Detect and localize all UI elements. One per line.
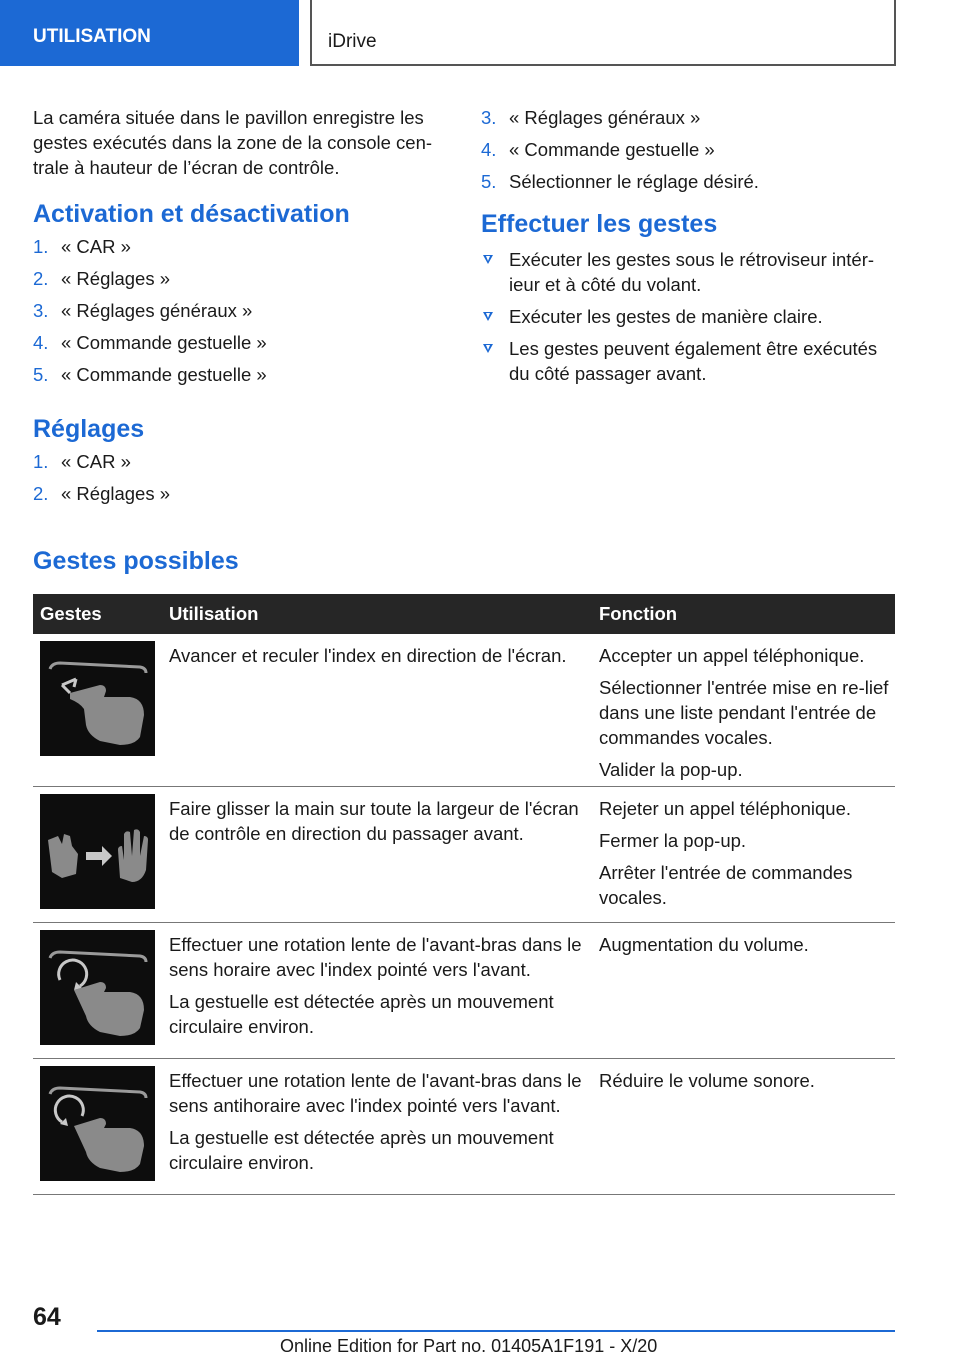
table-row [33,1059,895,1195]
function-text: Accepter un appel téléphonique. [599,645,865,666]
step-text: « Commande gestuelle » [61,332,267,353]
list-item [481,336,896,386]
function-cell [592,634,895,786]
function-cell [592,923,895,1058]
chapter-title: iDrive [328,31,377,52]
step-number: 5. [481,171,497,192]
function-text: Valider la pop-up. [599,759,743,780]
triangle-bullet-icon [483,344,493,353]
function-text: Rejeter un appel téléphonique. [599,798,851,819]
reglages-steps-part1 [33,449,443,513]
usage-cell [162,923,592,1058]
step-number: 1. [33,236,49,257]
bullet-text: Exécuter les gestes de manière claire. [509,306,823,327]
list-item [33,234,443,266]
counterclockwise-rotation-gesture-icon [40,1066,155,1181]
step-text: « Commande gestuelle » [61,364,267,385]
step-number: 2. [33,268,49,289]
list-item [33,449,443,481]
step-text: « Réglages » [61,483,171,504]
chapter-tab [310,0,896,66]
function-text: Sélectionner l'entrée mise en re-lief dans une liste pendant l'entrée de commandes vocales. [599,677,889,748]
usage-text: Faire glisser la main sur toute la largeur de l'écran de contrôle en direction du passager avant. [169,798,579,844]
left-column [33,105,443,513]
usage-text: Avancer et reculer l'index en direction de l'écran. [169,645,567,666]
footer-divider [97,1330,895,1332]
function-text: Fermer la pop-up. [599,830,747,851]
gesture-cell [33,1059,162,1194]
list-item [33,266,443,298]
finger-forward-back-gesture-icon [40,641,155,756]
hand-swipe-gesture-icon [40,794,155,909]
triangle-bullet-icon [483,312,493,321]
list-item [33,298,443,330]
usage-text: Effectuer une rotation lente de l'avant-bras dans le sens antihoraire avec l'index pointé vers l'avant. [169,1070,582,1116]
section-tab [0,0,299,66]
list-item [481,247,896,297]
step-number: 2. [33,483,49,504]
table-row [33,634,895,787]
activation-heading: Activation et désactivation [33,200,350,228]
reglages-steps-part2 [481,105,896,201]
clockwise-rotation-gesture-icon [40,930,155,1045]
column-header-gestes: Gestes [40,603,102,624]
step-number: 3. [33,300,49,321]
gestures-table [33,594,895,1195]
intro-paragraph: La caméra située dans le pavillon enregistre les gestes exécutés dans la zone de la console cen-trale à hauteur de l’écran de contrôle. [33,107,433,178]
effectuer-bullets [481,247,896,386]
effectuer-heading: Effectuer les gestes [481,210,718,238]
usage-cell [162,634,592,786]
usage-text: La gestuelle est détectée après un mouvement circulaire environ. [169,991,554,1037]
reglages-heading: Réglages [33,415,145,443]
gesture-cell [33,634,162,786]
function-text: Réduire le volume sonore. [599,1070,815,1091]
usage-cell [162,787,592,922]
step-number: 3. [481,107,497,128]
step-number: 1. [33,451,49,472]
gesture-cell [33,923,162,1058]
right-column [481,105,896,393]
bullet-text: Exécuter les gestes sous le rétroviseur intér-ieur et à côté du volant. [509,249,875,295]
usage-cell [162,1059,592,1194]
usage-text: La gestuelle est détectée après un mouvement circulaire environ. [169,1127,554,1173]
section-title: UTILISATION [33,26,151,48]
step-text: « Commande gestuelle » [509,139,715,160]
footer-edition: Online Edition for Part no. 01405A1F191 - X/20 [280,1336,658,1356]
table-row [33,787,895,923]
column-header-fonction: Fonction [599,603,678,624]
usage-text: Effectuer une rotation lente de l'avant-bras dans le sens horaire avec l'index pointé vers l'avant. [169,934,582,980]
page-number: 64 [33,1303,61,1331]
gesture-cell [33,787,162,922]
step-text: « Réglages généraux » [509,107,701,128]
column-header-utilisation: Utilisation [169,603,259,624]
list-item [33,330,443,362]
triangle-bullet-icon [483,255,493,264]
step-text: « CAR » [61,236,131,257]
list-item [33,481,443,513]
list-item [481,304,896,329]
activation-steps [33,234,443,394]
step-number: 4. [33,332,49,353]
table-row [33,923,895,1059]
gestes-heading: Gestes possibles [33,547,239,575]
function-text: Arrêter l'entrée de commandes vocales. [599,862,853,908]
step-text: Sélectionner le réglage désiré. [509,171,759,192]
list-item [481,137,896,169]
function-cell [592,787,895,922]
list-item [481,169,896,201]
list-item [33,362,443,394]
function-text: Augmentation du volume. [599,934,809,955]
bullet-text: Les gestes peuvent également être exécutés du côté passager avant. [509,338,878,384]
step-text: « Réglages » [61,268,171,289]
step-text: « CAR » [61,451,131,472]
step-number: 5. [33,364,49,385]
step-text: « Réglages généraux » [61,300,253,321]
function-cell [592,1059,895,1194]
step-number: 4. [481,139,497,160]
list-item [481,105,896,137]
table-header [33,594,895,634]
